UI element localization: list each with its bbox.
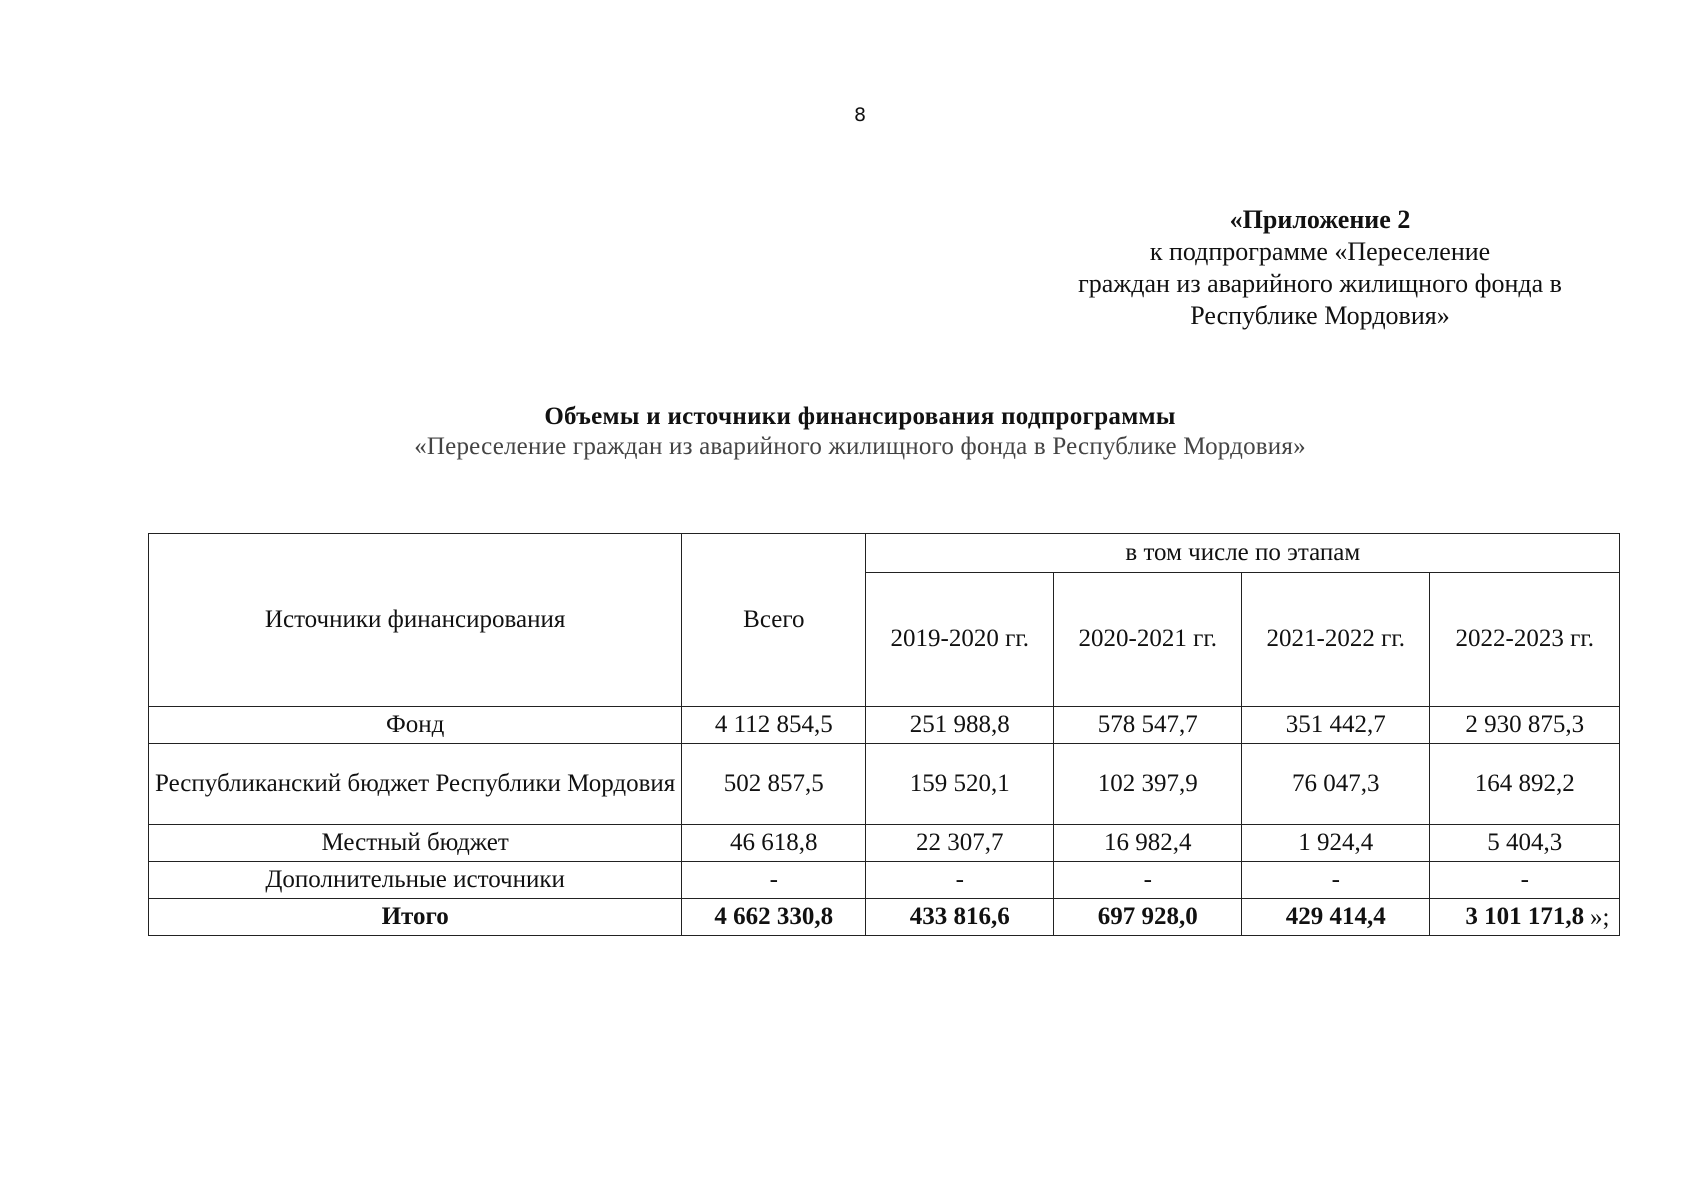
table-row bbox=[149, 707, 1620, 744]
cell-value: 159 520,1 bbox=[866, 744, 1054, 825]
header-year-2022-2023: 2022-2023 гг. bbox=[1430, 572, 1620, 706]
cell-value: - bbox=[1430, 862, 1620, 899]
header-stages: в том числе по этапам bbox=[866, 534, 1620, 573]
cell-value: - bbox=[1054, 862, 1242, 899]
cell-total: 502 857,5 bbox=[682, 744, 866, 825]
heading-subtitle: «Переселение граждан из аварийного жилищного фонда в Республике Мордовия» bbox=[414, 433, 1306, 460]
heading-title: Объемы и источники финансирования подпрограммы bbox=[544, 403, 1176, 430]
cell-value: 5 404,3 bbox=[1430, 825, 1620, 862]
cell-value: 76 047,3 bbox=[1242, 744, 1430, 825]
header-year-2020-2021: 2020-2021 гг. bbox=[1054, 572, 1242, 706]
row-label-additional-sources: Дополнительные источники bbox=[149, 862, 682, 899]
row-label-republic-budget: Республиканский бюджет Республики Мордовия bbox=[149, 744, 682, 825]
cell-value: 164 892,2 bbox=[1430, 744, 1620, 825]
cell-value: 351 442,7 bbox=[1242, 707, 1430, 744]
cell-value: 251 988,8 bbox=[866, 707, 1054, 744]
cell-value: 578 547,7 bbox=[1054, 707, 1242, 744]
table-header-row bbox=[149, 534, 1620, 573]
cell-value: 697 928,0 bbox=[1054, 899, 1242, 936]
closing-quote: »; bbox=[1590, 904, 1610, 931]
table-row bbox=[149, 825, 1620, 862]
table-row-total bbox=[149, 899, 1620, 936]
document-heading bbox=[300, 402, 1420, 462]
cell-value: 3 101 171,8 bbox=[1430, 899, 1620, 936]
cell-value: 1 924,4 bbox=[1242, 825, 1430, 862]
appendix-header bbox=[1040, 204, 1600, 332]
header-year-2021-2022: 2021-2022 гг. bbox=[1242, 572, 1430, 706]
cell-value: 433 816,6 bbox=[866, 899, 1054, 936]
table-row bbox=[149, 744, 1620, 825]
cell-value: - bbox=[866, 862, 1054, 899]
cell-total: 4 662 330,8 bbox=[682, 899, 866, 936]
row-label-total: Итого bbox=[149, 899, 682, 936]
cell-total: - bbox=[682, 862, 866, 899]
cell-total: 4 112 854,5 bbox=[682, 707, 866, 744]
header-year-2019-2020: 2019-2020 гг. bbox=[866, 572, 1054, 706]
row-label-fond: Фонд bbox=[149, 707, 682, 744]
cell-value: - bbox=[1242, 862, 1430, 899]
appendix-title: «Приложение 2 bbox=[1229, 205, 1411, 234]
row-label-local-budget: Местный бюджет bbox=[149, 825, 682, 862]
appendix-line-3: Республике Мордовия» bbox=[1190, 301, 1450, 330]
cell-value: 102 397,9 bbox=[1054, 744, 1242, 825]
header-sources: Источники финансирования bbox=[149, 534, 682, 707]
header-total: Всего bbox=[682, 534, 866, 707]
cell-value: 2 930 875,3 bbox=[1430, 707, 1620, 744]
table-row bbox=[149, 862, 1620, 899]
cell-value: 16 982,4 bbox=[1054, 825, 1242, 862]
cell-total: 46 618,8 bbox=[682, 825, 866, 862]
page-number: 8 bbox=[853, 104, 867, 126]
financing-table bbox=[148, 533, 1620, 936]
cell-value: 429 414,4 bbox=[1242, 899, 1430, 936]
cell-value: 22 307,7 bbox=[866, 825, 1054, 862]
appendix-line-2: граждан из аварийного жилищного фонда в bbox=[1078, 269, 1562, 298]
appendix-line-1: к подпрограмме «Переселение bbox=[1149, 237, 1491, 266]
